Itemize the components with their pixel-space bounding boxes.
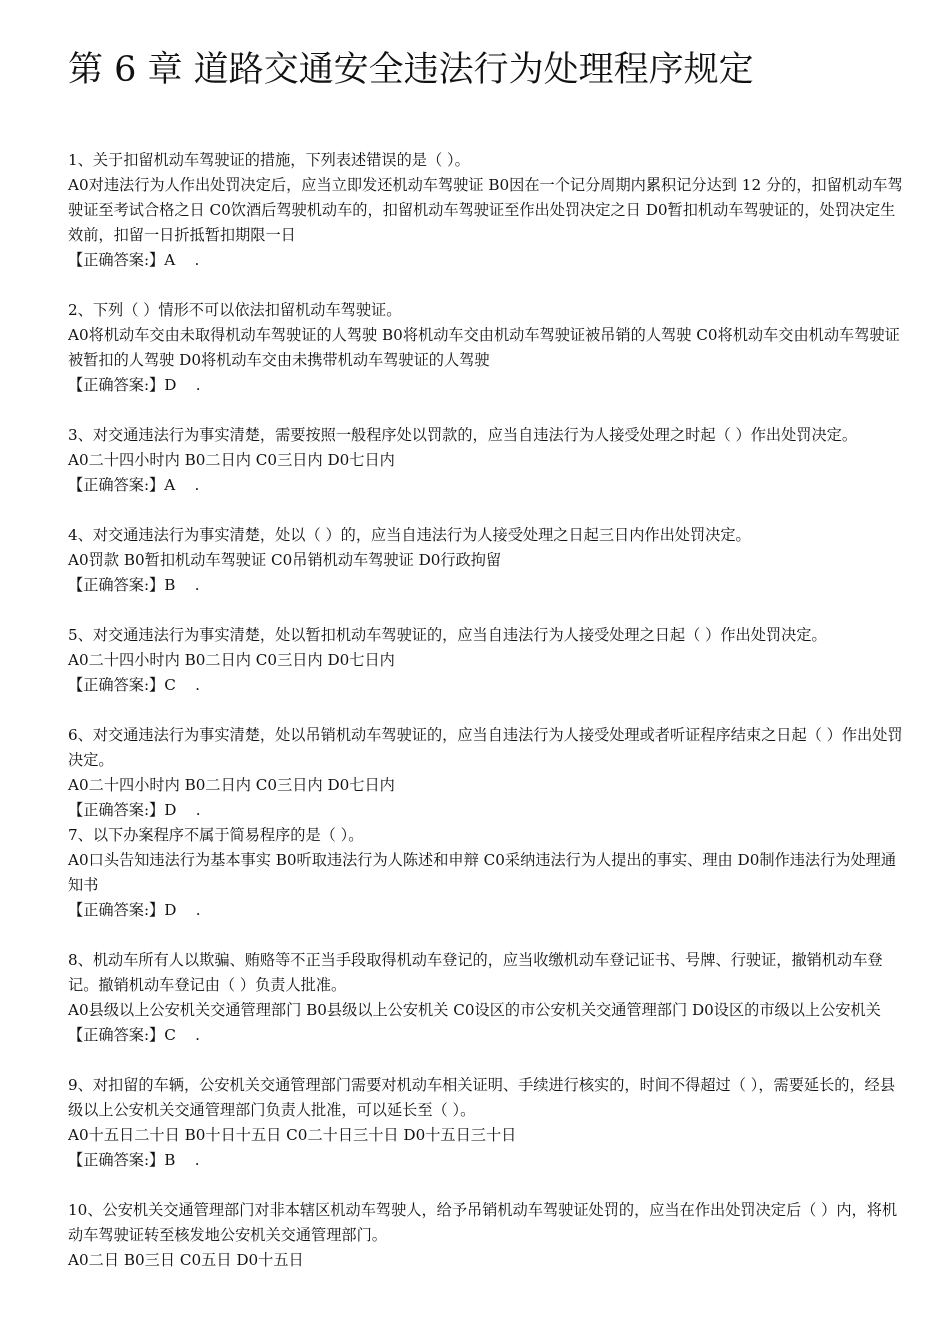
question-3 [68,423,906,498]
question-options: A0二日 B0三日 C0五日 D0十五日 [68,1251,304,1269]
question-options: A0二十四小时内 B0二日内 C0三日内 D0七日内 [68,776,395,794]
question-4 [68,523,906,598]
question-options: A0对违法行为人作出处罚决定后，应当立即发还机动车驾驶证 B0因在一个记分周期内累积记分达到 12 分的，扣留机动车驾驶证至考试合格之日 C0饮酒后驾驶机动车的，扣留机动车驾驶证至作出处罚决定之日 D0暂扣机动车驾驶证的，处罚决定生效前，扣留一日折抵暂扣期限一日 [68,176,903,244]
question-options: A0口头告知违法行为基本事实 B0听取违法行为人陈述和申辩 C0采纳违法行为人提出的事实、理由 D0制作违法行为处理通知书 [68,851,897,894]
question-text: 10、公安机关交通管理部门对非本辖区机动车驾驶人，给予吊销机动车驾驶证处罚的，应当在作出处罚决定后（ ）内，将机动车驾驶证转至核发地公安机关交通管理部门。 [68,1201,898,1244]
question-5 [68,623,906,698]
question-text: 9、对扣留的车辆，公安机关交通管理部门需要对机动车相关证明、手续进行核实的，时间不得超过（ ），需要延长的，经县级以上公安机关交通管理部门负责人批准，可以延长至（ ）。 [68,1076,896,1119]
question-answer: 【正确答案:】A . [68,251,200,269]
question-options: A0十五日二十日 B0十日十五日 C0二十日三十日 D0十五日三十日 [68,1126,517,1144]
question-text: 3、对交通违法行为事实清楚，需要按照一般程序处以罚款的，应当自违法行为人接受处理之时起（ ）作出处罚决定。 [68,426,858,444]
spacer [68,273,906,298]
question-text: 1、关于扣留机动车驾驶证的措施，下列表述错误的是（ ）。 [68,151,470,169]
question-8 [68,948,906,1048]
question-1 [68,148,906,273]
spacer [68,923,906,948]
question-7 [68,823,906,923]
question-options: A0县级以上公安机关交通管理部门 B0县级以上公安机关 C0设区的市公安机关交通管理部门 D0设区的市级以上公安机关 [68,1001,881,1019]
question-answer: 【正确答案:】B . [68,576,200,594]
question-2 [68,298,906,398]
question-answer: 【正确答案:】D . [68,801,201,819]
question-10 [68,1198,906,1273]
question-options: A0二十四小时内 B0二日内 C0三日内 D0七日内 [68,451,395,469]
question-6 [68,723,906,823]
question-text: 8、机动车所有人以欺骗、贿赂等不正当手段取得机动车登记的，应当收缴机动车登记证书、号牌、行驶证，撤销机动车登记。撤销机动车登记由（ ）负责人批准。 [68,951,883,994]
question-text: 7、以下办案程序不属于简易程序的是（ ）。 [68,826,364,844]
question-text: 4、对交通违法行为事实清楚，处以（ ）的，应当自违法行为人接受处理之日起三日内作出处罚决定。 [68,526,751,544]
question-answer: 【正确答案:】A . [68,476,200,494]
question-text: 2、下列（ ）情形不可以依法扣留机动车驾驶证。 [68,301,402,319]
question-answer: 【正确答案:】C . [68,1026,201,1044]
question-options: A0将机动车交由未取得机动车驾驶证的人驾驶 B0将机动车交由机动车驾驶证被吊销的人驾驶 C0将机动车交由机动车驾驶证被暂扣的人驾驶 D0将机动车交由未携带机动车驾驶证的人驾驶 [68,326,900,369]
spacer [68,498,906,523]
question-answer: 【正确答案:】C . [68,676,201,694]
spacer [68,698,906,723]
spacer [68,1173,906,1198]
question-text: 6、对交通违法行为事实清楚，处以吊销机动车驾驶证的，应当自违法行为人接受处理或者听证程序结束之日起（ ）作出处罚决定。 [68,726,903,769]
question-options: A0罚款 B0暂扣机动车驾驶证 C0吊销机动车驾驶证 D0行政拘留 [68,551,502,569]
question-answer: 【正确答案:】D . [68,901,201,919]
question-text: 5、对交通违法行为事实清楚，处以暂扣机动车驾驶证的，应当自违法行为人接受处理之日起（ ）作出处罚决定。 [68,626,827,644]
spacer [68,598,906,623]
spacer [68,1048,906,1073]
spacer [68,398,906,423]
question-answer: 【正确答案:】B . [68,1151,200,1169]
question-9 [68,1073,906,1173]
chapter-title: 第 6 章 道路交通安全违法行为处理程序规定 [68,50,754,90]
question-answer: 【正确答案:】D . [68,376,201,394]
question-options: A0二十四小时内 B0二日内 C0三日内 D0七日内 [68,651,395,669]
